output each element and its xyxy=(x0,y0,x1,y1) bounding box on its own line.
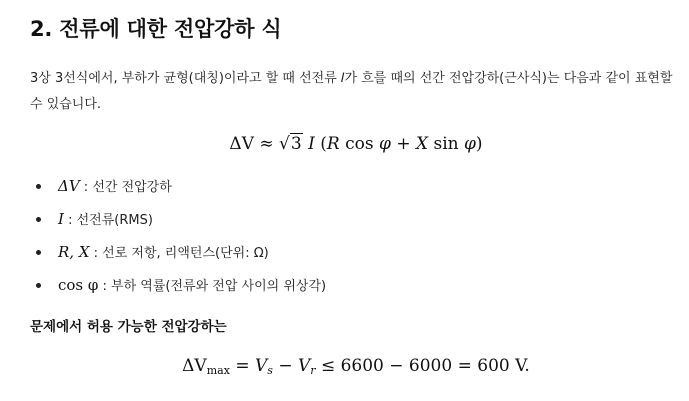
formula2-eq-2: = xyxy=(457,356,472,376)
formula2-le: ≤ xyxy=(320,356,336,376)
bullet-dot xyxy=(36,217,41,222)
formula-x: X xyxy=(415,134,429,154)
bullet-dot xyxy=(36,250,41,255)
formula2-b: 6000 xyxy=(408,356,453,376)
bullet-dot xyxy=(36,184,41,189)
max-drop-formula xyxy=(30,352,682,385)
formula-approx: ≈ xyxy=(259,134,274,154)
formula-cos: cos xyxy=(345,134,374,154)
bullet-dot xyxy=(36,283,41,288)
formula2-unit: V. xyxy=(515,356,530,376)
formula-paren-open: ( xyxy=(320,134,327,154)
formula2-vs: V xyxy=(254,356,268,376)
formula2-eq: = xyxy=(235,356,250,376)
formula-paren-close: ) xyxy=(475,134,483,154)
formula-phi-1: φ xyxy=(379,134,391,154)
formula2-result: 600 xyxy=(477,356,510,376)
formula2-a: 6600 xyxy=(340,356,384,376)
formula2-lhs: ΔV xyxy=(182,356,207,376)
formula-r: R xyxy=(326,134,340,154)
formula-lhs: ΔV xyxy=(229,134,254,154)
formula-sqrt-arg: 3 xyxy=(290,134,302,154)
formula2-minus-2: − xyxy=(389,356,404,376)
list-item-symbol: cos φ xyxy=(58,276,99,294)
formula2-vs-sub: s xyxy=(267,364,273,377)
list-item-desc: : 선로 저항, 리액턴스(단위: Ω) xyxy=(89,246,269,261)
list-item-desc: : 선전류(RMS) xyxy=(63,213,153,228)
list-item-symbol: ΔV xyxy=(58,177,80,195)
document-page xyxy=(30,14,682,385)
formula2-lhs-sub: max xyxy=(206,364,230,377)
list-item xyxy=(30,170,682,203)
intro-paragraph: 3상 3선식에서, 부하가 균형(대칭)이라고 할 때 선전류 𝐼가 흐를 때의 선간 전압강하(근사식)는 다음과 같이 표현할 수 있습니다. xyxy=(30,71,673,112)
formula-phi-2: φ xyxy=(464,134,476,154)
allowable-drop-heading: 문제에서 허용 가능한 전압강하는 xyxy=(30,319,227,335)
formula2-minus: − xyxy=(278,356,293,376)
formula2-vr: V xyxy=(297,356,311,376)
list-item xyxy=(30,269,682,302)
formula-sin: sin xyxy=(433,134,459,154)
formula-plus: + xyxy=(396,134,411,154)
formula-current: I xyxy=(308,134,315,154)
list-item xyxy=(30,236,682,269)
variable-list xyxy=(30,170,682,302)
formula2-vr-sub: r xyxy=(310,364,316,377)
list-item-symbol: R, X xyxy=(58,243,90,261)
list-item-symbol: I xyxy=(58,210,64,228)
list-item-desc: : 부하 역률(전류와 전압 사이의 위상각) xyxy=(98,279,327,294)
formula-sqrt-sign: √ xyxy=(279,134,290,154)
section-heading: 2. 전류에 대한 전압강하 식 xyxy=(30,17,282,41)
list-item xyxy=(30,203,682,236)
voltage-drop-formula xyxy=(30,130,682,158)
list-item-desc: : 선간 전압강하 xyxy=(79,180,172,195)
